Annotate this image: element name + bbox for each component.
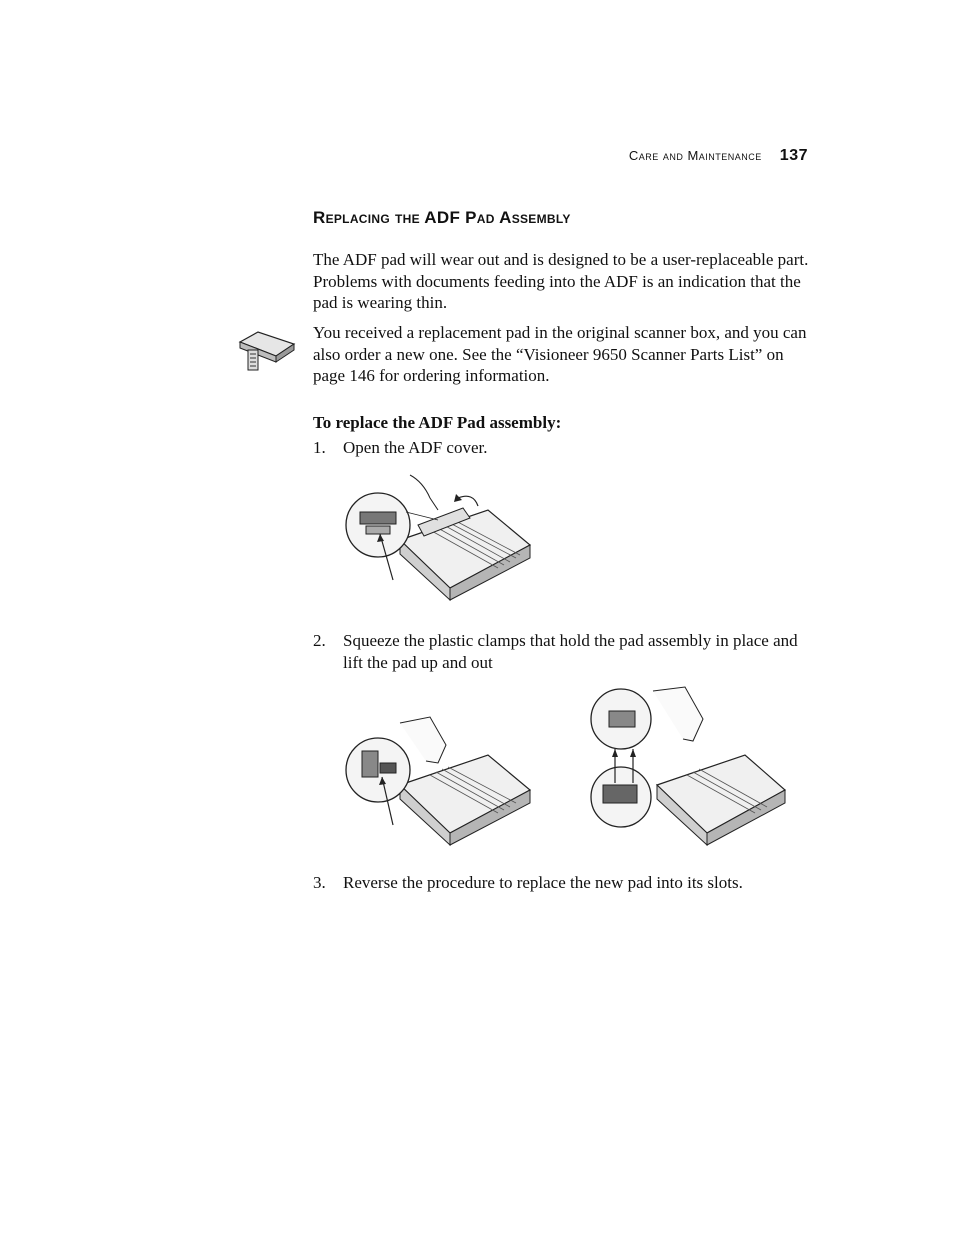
running-header [629,147,808,165]
section-title: Replacing the ADF Pad Assembly [313,208,571,227]
scanner-open-adf-cover-illustration [338,470,538,610]
adf-pad-part-icon [236,326,298,376]
order-info-paragraph: You received a replacement pad in the original scanner box, and you can also order a new one. See the “Visioneer 9650 Scanner Parts List” on page 146 for ordering information. [313,323,807,385]
step-text: Reverse the procedure to replace the new pad into its slots. [343,873,743,892]
page-number: 137 [779,147,808,164]
procedure-heading: To replace the ADF Pad assembly: [313,413,562,432]
step-text: Squeeze the plastic clamps that hold the pad assembly in place and lift the pad up and out [343,631,798,672]
step-number: 3. [313,873,326,892]
step-number: 2. [313,631,326,650]
scanner-squeeze-clamps-illustration [338,715,538,855]
step-number: 1. [313,438,326,457]
scanner-lift-pad-out-illustration [585,685,790,855]
step-text: Open the ADF cover. [343,438,488,457]
intro-paragraph: The ADF pad will wear out and is designed to be a user-replaceable part. Problems with documents feeding into the ADF is an indication that the pad is wearing thin. [313,250,809,312]
running-header-section: Care and Maintenance [628,148,762,163]
